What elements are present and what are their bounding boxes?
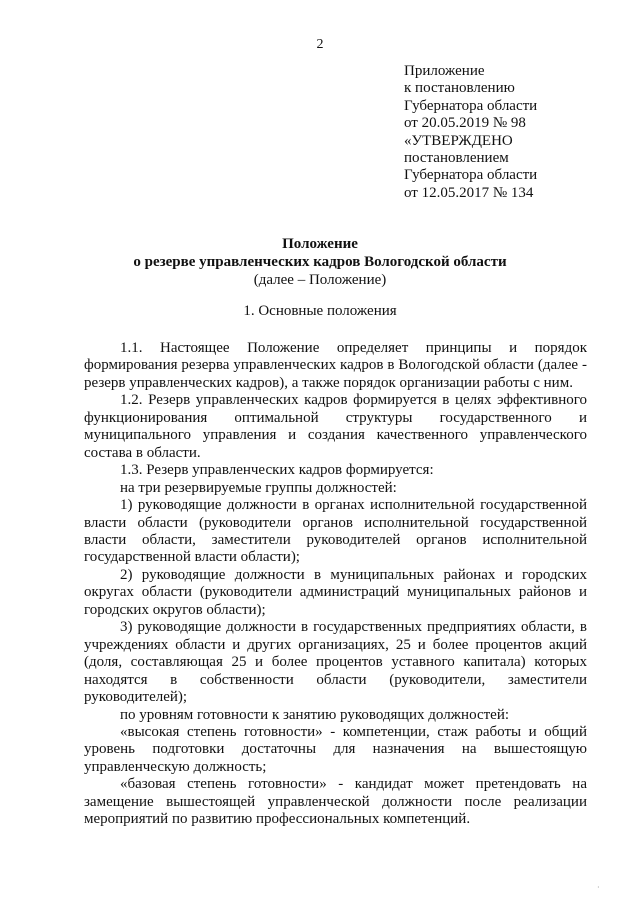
document-body [84, 340, 587, 829]
appendix-line: Приложение [404, 63, 485, 79]
paragraph: 3) руководящие должности в государственных предприятиях области, в учреждениях области и других организациях, 25 и более процентов акций (доля, составляющая 25 и более процентов уставного капитала) которых находятся в собственности области (руководители, заместители руководителей); [84, 619, 587, 706]
appendix-line: от 12.05.2017 № 134 [404, 184, 534, 201]
paragraph: по уровням готовности к занятию руководящих должностей: [120, 706, 510, 723]
title-subline: (далее – Положение) [253, 272, 387, 288]
scan-mark: · [597, 883, 600, 892]
appendix-line: от 20.05.2019 № 98 [404, 115, 526, 132]
appendix-line: постановлением [404, 150, 509, 167]
document-title [0, 235, 640, 289]
section-heading: 1. Основные положения [243, 303, 397, 319]
paragraph: на три резервируемые группы должностей: [120, 479, 397, 496]
appendix-line: Губернатора области [404, 167, 538, 184]
paragraph: «высокая степень готовности» - компетенции, стаж работы и общий уровень подготовки достаточны для назначения на вышестоящую управленческую должность; [84, 723, 587, 775]
paragraph: 1.3. Резерв управленческих кадров формируется: [120, 462, 434, 479]
paragraph: 1) руководящие должности в органах исполнительной государственной власти области (руководители органов исполнительной государственной власти области, заместители руководителей органов исполнительной государственной власти области); [84, 497, 587, 566]
paragraph: «базовая степень готовности» - кандидат может претендовать на замещение вышестоящей управленческой должности после реализации мероприятий по развитию профессиональных компетенций. [84, 776, 587, 828]
appendix-line: к постановлению [404, 80, 515, 97]
paragraph: 1.1. Настоящее Положение определяет принципы и порядок формирования резерва управленческих кадров в Вологодской области (далее - резерв управленческих кадров), а также порядок организации работы с ним. [84, 340, 587, 391]
title-line: Положение [282, 236, 358, 252]
appendix-line: «УТВЕРЖДЕНО [404, 132, 513, 149]
appendix-line: Губернатора области [404, 97, 538, 114]
page-number: 2 [316, 37, 324, 52]
title-line: о резерве управленческих кадров Вологодской области [133, 254, 507, 270]
paragraph: 1.2. Резерв управленческих кадров формируется в целях эффективного функционирования оптимальной структуры государственного и муниципального управления и создания качественного управленческого состава в области. [84, 392, 587, 461]
appendix-approval-block [404, 63, 624, 202]
paragraph: 2) руководящие должности в муниципальных районах и городских округах области (руководители администраций муниципальных районов и городских округов области); [84, 566, 587, 618]
